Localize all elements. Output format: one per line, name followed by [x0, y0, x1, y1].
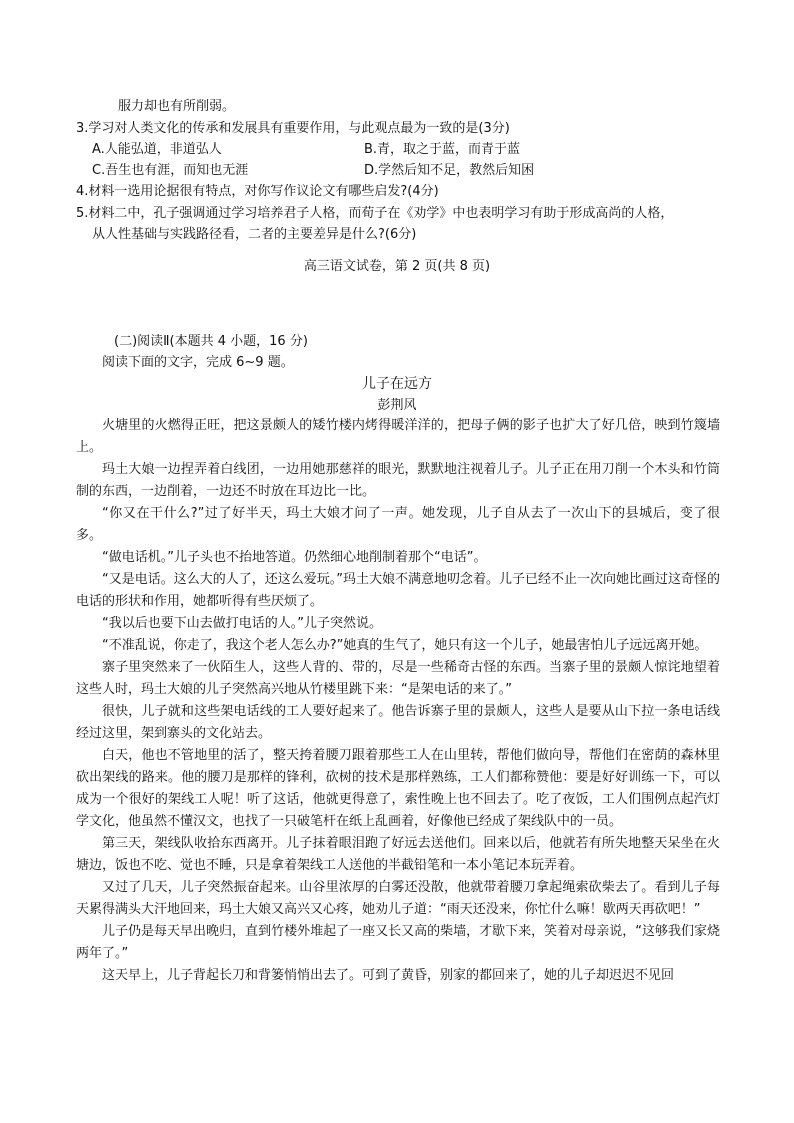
story-paragraph: 玛土大娘一边捏弄着白线团，一边用她那慈祥的眼光，默默地注视着儿子。儿子正在用刀削一个木头和竹筒制的东西，一边削着，一边还不时放在耳边比一比。	[76, 462, 720, 499]
story-paragraph: 又过了几天，儿子突然振奋起来。山谷里浓厚的白雾还没散，他就带着腰刀拿起绳索砍柴去了。看到儿子每天累得满头大汗地回来，玛土大娘又高兴又心疼，她劝儿子道：“雨天还没来，你忙什么嘛！歇两天再砍吧！”	[76, 880, 720, 917]
story-paragraph: 儿子仍是每天早出晚归，直到竹楼外堆起了一座又长又高的柴墙，才歇下来，笑着对母亲说，“这够我们家烧两年了。”	[76, 924, 720, 961]
story-paragraph: 火塘里的火燃得正旺，把这景颇人的矮竹楼内烤得暖洋洋的，把母子俩的影子也扩大了好几倍，映到竹篾墙上。	[76, 418, 720, 455]
option-b: B.青，取之于蓝，而青于蓝	[364, 142, 521, 157]
story-paragraph: “不准乱说，你走了，我这个老人怎么办?”她真的生气了，她只有这一个儿子，她最害怕儿子远远离开她。	[102, 638, 708, 653]
story-paragraph: “你又在干什么?”过了好半天，玛土大娘才问了一声。她发现，儿子自从去了一次山下的县城后，变了很多。	[76, 506, 720, 543]
story-paragraph: 第三天，架线队收拾东西离开。儿子抹着眼泪跑了好远去送他们。回来以后，他就若有所失地整天呆坐在火塘边，饭也不吃、觉也不睡，只是拿着架线工人送他的半截铅笔和一本小笔记本玩弄着。	[76, 836, 720, 873]
question-3: 3.学习对人类文化的传承和发展具有重要作用，与此观点最为一致的是(3分)	[76, 121, 510, 136]
story-paragraph: 这天早上，儿子背起长刀和背篓悄悄出去了。可到了黄昏，别家的都回来了，她的儿子却迟迟不见回	[102, 968, 675, 983]
story-paragraph: “我以后也要下山去做打电话的人。”儿子突然说。	[102, 616, 382, 631]
story-paragraph: 很快，儿子就和这些架电话线的工人要好起来了。他告诉寨子里的景颇人，这些人是要从山下拉一条电话线经过这里，架到寨头的文化站去。	[76, 704, 720, 741]
story-paragraph: 白天，他也不管地里的活了，整天挎着腰刀跟着那些工人在山里转，帮他们做向导，帮他们在密荫的森林里砍出架线的路来。他的腰刀是那样的锋利，砍树的技术是那样熟练，工人们都称赞他：要是好好训练一下，可以成为一个很好的架线工人呢！听了这话，他就更得意了，索性晚上也不回去了。吃了夜饭，工人们围例点起汽灯学文化，他虽然不懂汉文，也找了一只破笔杆在纸上乱画着，好像他已经成了架线队中的一员。	[76, 748, 720, 829]
story-body	[76, 415, 720, 987]
option-c: C.吾生也有涯，而知也无涯	[92, 163, 249, 178]
section-instruction: 阅读下面的文字，完成 6~9 题。	[102, 355, 294, 370]
story-paragraph: “做电话机。”儿子头也不抬地答道。仍然细心地削制着那个“电话”。	[102, 550, 487, 565]
story-author: 彭荆风	[377, 398, 417, 413]
question-5-continued: 从人性基础与实践路径看，二者的主要差异是什么?(6分)	[92, 227, 417, 242]
story-title: 儿子在远方	[362, 376, 432, 392]
option-d: D.学然后知不足，教然后知困	[364, 163, 535, 178]
question-4: 4.材料一选用论据很有特点，对你写作议论文有哪些启发?(4分)	[76, 184, 439, 199]
story-paragraph: 寨子里突然来了一伙陌生人，这些人背的、带的，尽是一些稀奇古怪的东西。当寨子里的景颇人惊诧地望着这些人时，玛土大娘的儿子突然高兴地从竹楼里跳下来：“是架电话的来了。”	[76, 660, 720, 697]
question-5: 5.材料二中，孔子强调通过学习培养君子人格，而荀子在《劝学》中也表明学习有助于形成高尚的人格，	[76, 206, 674, 221]
text-line: 服力却也有所削弱。	[118, 99, 236, 114]
section-heading: (二)阅读Ⅱ(本题共 4 小题，16 分)	[114, 334, 308, 349]
option-a: A.人能弘道，非道弘人	[92, 142, 222, 157]
page-footer: 高三语文试卷，第 2 页(共 8 页)	[303, 259, 491, 274]
story-paragraph: “又是电话。这么大的人了，还这么爱玩。”玛土大娘不满意地叨念着。儿子已经不止一次向她比画过这奇怪的电话的形状和作用，她都听得有些厌烦了。	[76, 572, 720, 609]
